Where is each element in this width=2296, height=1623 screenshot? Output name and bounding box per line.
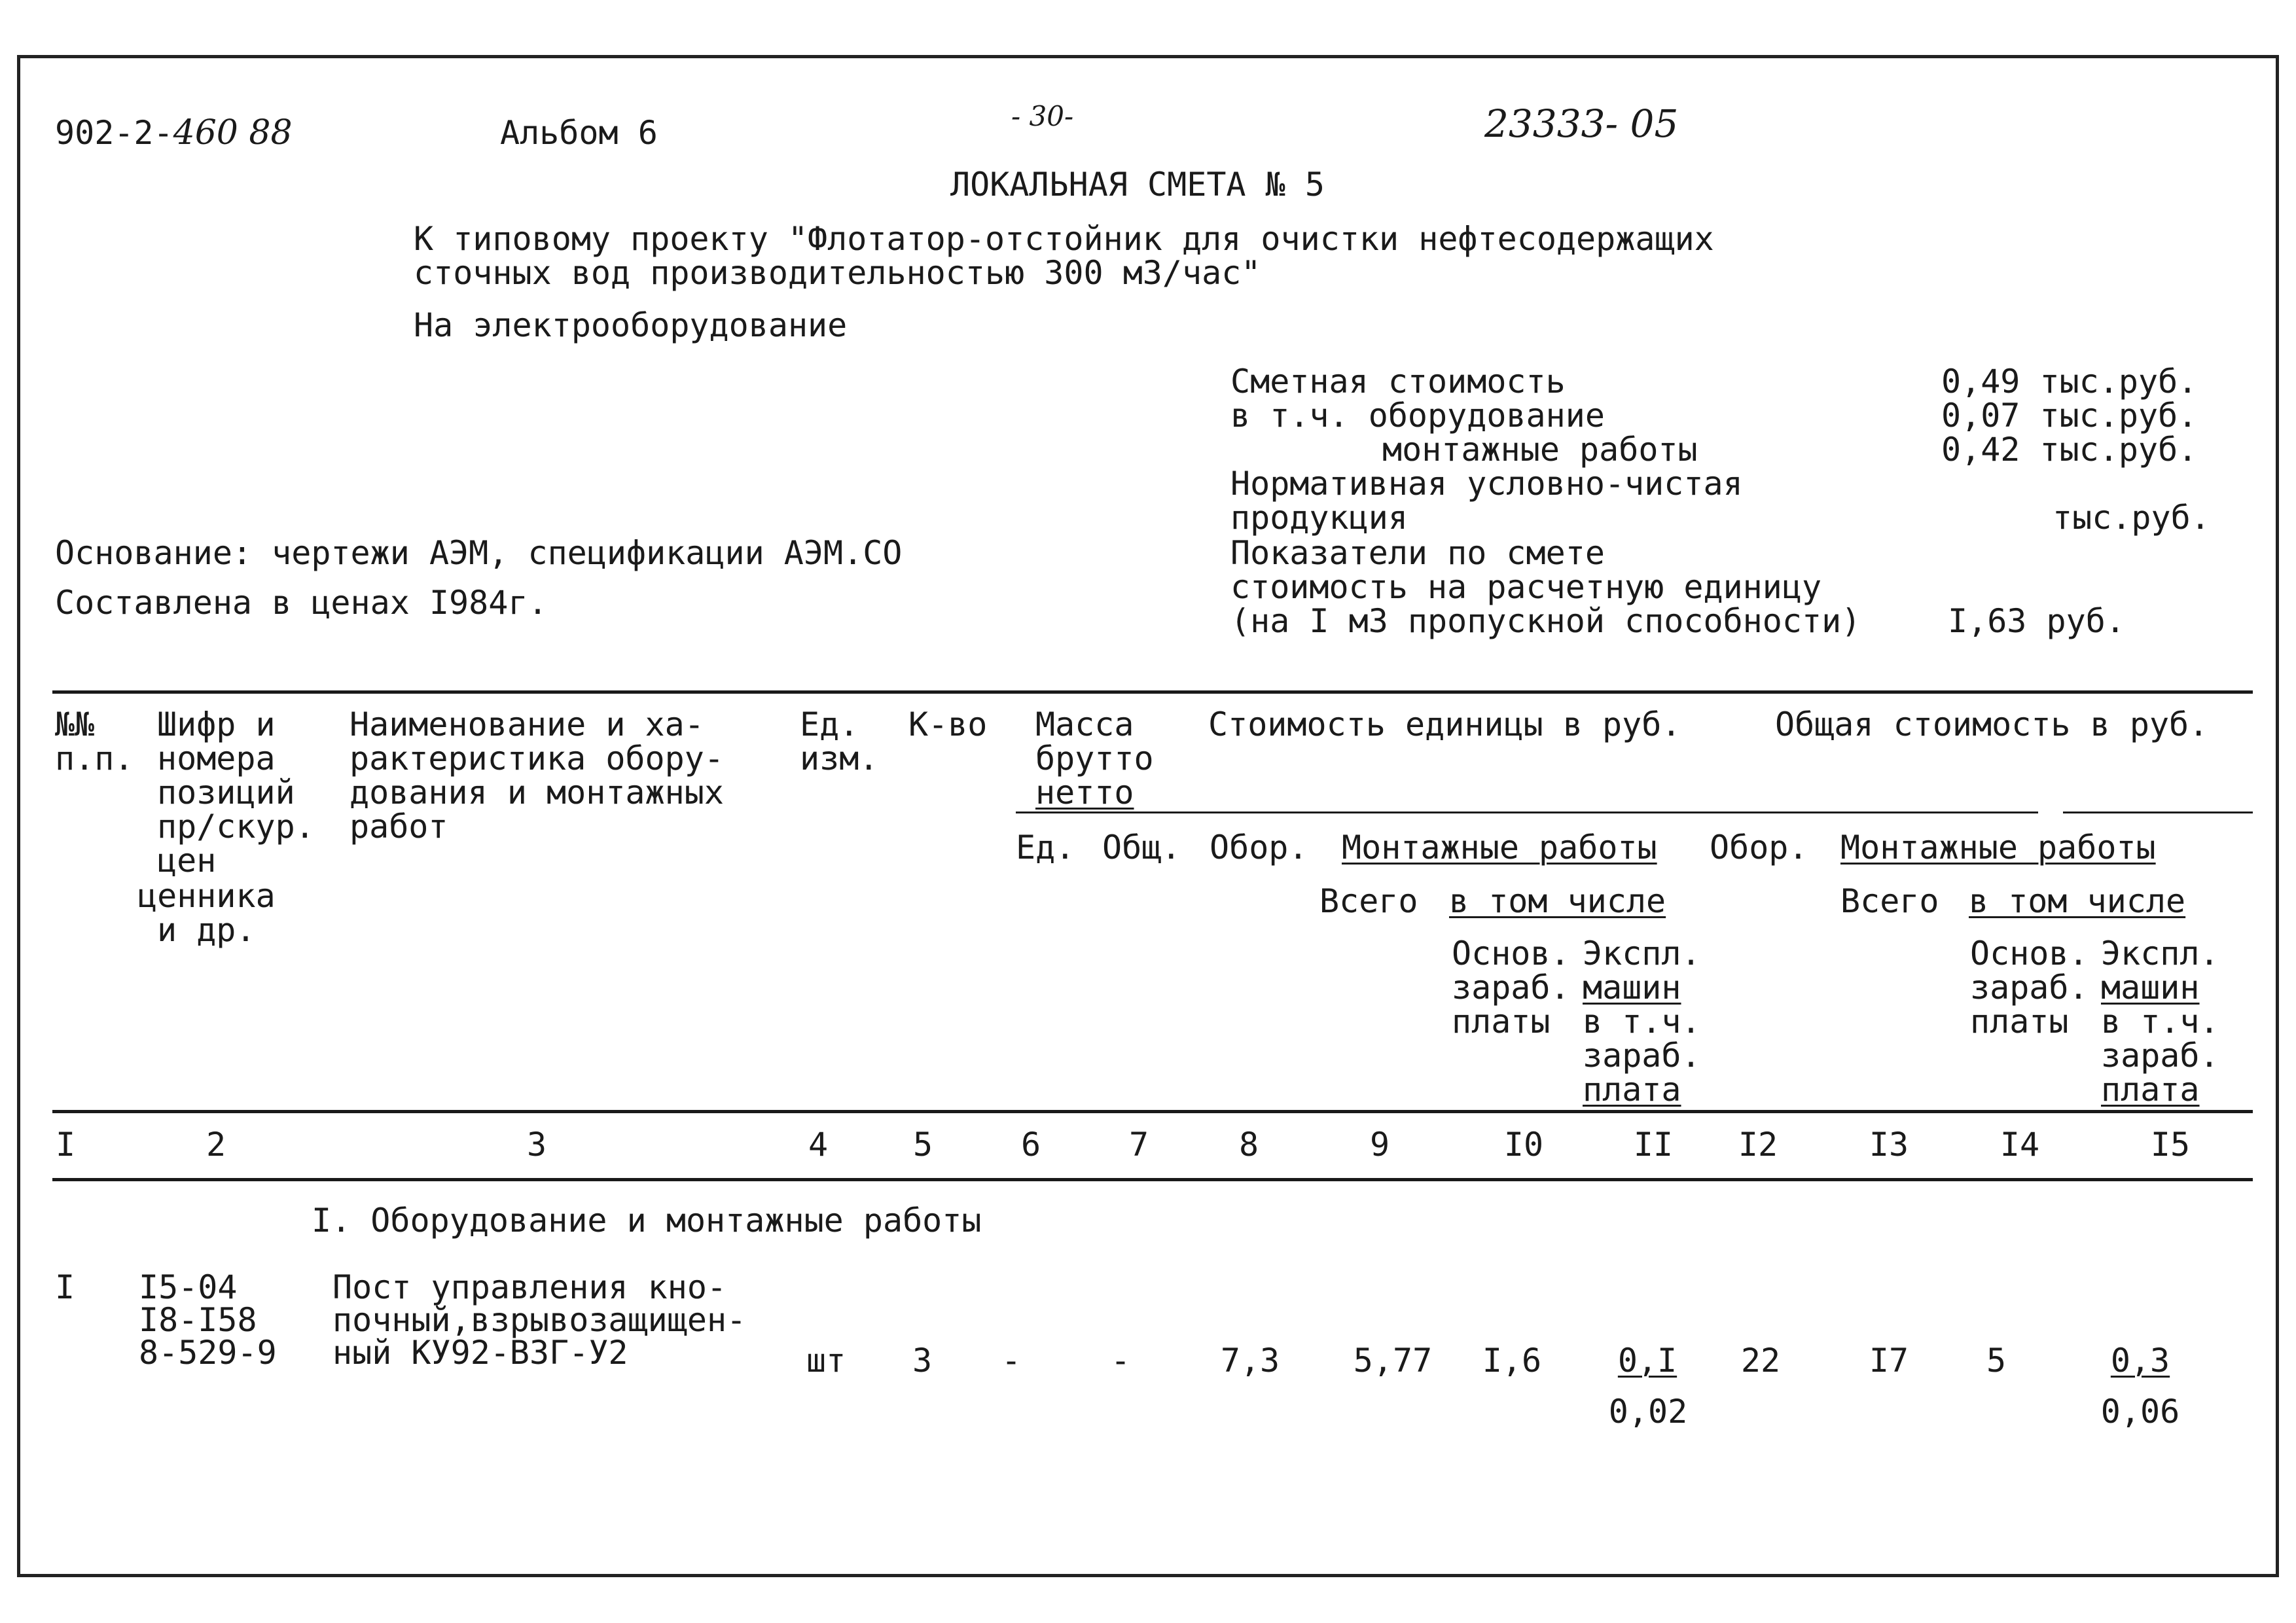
row-quantity: 3	[912, 1342, 933, 1380]
table-top-rule	[52, 690, 2253, 694]
header-bottom-rule	[52, 1110, 2253, 1113]
cost-value: 0,49 тыс.руб.	[1941, 363, 2198, 401]
cost-label: Сметная стоимость	[1230, 363, 1566, 401]
equip-value: 0,07 тыс.руб.	[1941, 397, 2198, 435]
indicators-label-3: (на I м3 пропускной способности)	[1230, 602, 1861, 640]
column-number: I0	[1503, 1126, 1544, 1164]
column-number: I	[55, 1126, 76, 1164]
document-title: ЛОКАЛЬНАЯ СМЕТА № 5	[950, 166, 1325, 204]
column-number: I5	[2150, 1126, 2191, 1164]
row-name: Пост управления кно-	[332, 1268, 727, 1306]
row-unit: шт	[806, 1342, 846, 1380]
row-install-total: I7	[1869, 1342, 1909, 1380]
row-machines: 0,I	[1617, 1342, 1677, 1380]
indicators-value: I,63 руб.	[1948, 602, 2125, 640]
unit-cost-rule	[1016, 812, 2038, 813]
column-number: II	[1633, 1126, 1674, 1164]
equip-label: в т.ч. оборудование	[1230, 397, 1605, 435]
install-label: монтажные работы	[1382, 431, 1698, 469]
project-line-1: К типовому проекту "Флотатор-отстойник для очистки нефтесодержащих	[414, 220, 1714, 258]
row-equip-unit: 7,3	[1220, 1342, 1280, 1380]
prices-line: Составлена в ценах I984г.	[55, 584, 548, 622]
column-number: 8	[1238, 1126, 1259, 1164]
numbers-bottom-rule	[52, 1178, 2253, 1181]
row-base-wage-total: 5	[1986, 1342, 2007, 1380]
total-cost-rule	[2063, 812, 2253, 813]
column-number: 9	[1369, 1126, 1390, 1164]
unit-cost-header: Стоимость единицы в руб.	[1208, 705, 1681, 743]
row-equip-total: 22	[1740, 1342, 1781, 1380]
row-machines-wage-total: 0,06	[2100, 1393, 2180, 1431]
section-title: I. Оборудование и монтажные работы	[312, 1202, 982, 1240]
page-number: - 30-	[1011, 100, 1074, 132]
estimate-subject: На электрооборудование	[414, 306, 848, 344]
total-cost-header: Общая стоимость в руб.	[1775, 705, 2209, 743]
doc-code: 902-2-460 88	[55, 113, 293, 152]
norm-label-2: продукция	[1230, 499, 1408, 537]
norm-value: тыс.руб.	[2053, 499, 2210, 537]
column-number: I4	[2000, 1126, 2040, 1164]
norm-label-1: Нормативная условно-чистая	[1230, 465, 1743, 503]
row-base-wage: I,6	[1482, 1342, 1542, 1380]
row-number: I	[55, 1268, 75, 1306]
indicators-label-1: Показатели по смете	[1230, 534, 1605, 572]
col-5-header: К-во	[908, 705, 988, 743]
column-number: 7	[1128, 1126, 1149, 1164]
row-code: 8-529-9	[139, 1334, 277, 1372]
row-name: ный КУ92-ВЗГ-У2	[332, 1334, 628, 1372]
project-line-2: сточных вод производительностью 300 м3/час"	[414, 254, 1261, 292]
column-number: 3	[526, 1126, 547, 1164]
indicators-label-2: стоимость на расчетную единицу	[1230, 568, 1822, 606]
row-code: I5-04	[139, 1268, 238, 1306]
album-label: Альбом 6	[500, 114, 658, 152]
row-code: I8-I58	[139, 1301, 257, 1339]
row-mass-unit: -	[1001, 1342, 1022, 1380]
row-name: почный,взрывозащищен-	[332, 1301, 747, 1339]
row-machines-wage: 0,02	[1608, 1393, 1688, 1431]
column-number: I3	[1869, 1126, 1909, 1164]
column-number: 6	[1020, 1126, 1041, 1164]
row-mass-total: -	[1110, 1342, 1131, 1380]
column-number: I2	[1738, 1126, 1778, 1164]
column-number: 4	[808, 1126, 829, 1164]
column-number: 2	[206, 1126, 226, 1164]
column-number: 5	[912, 1126, 933, 1164]
inventory-number: 23333- 05	[1484, 101, 1679, 146]
install-value: 0,42 тыс.руб.	[1941, 431, 2198, 469]
row-machines-total: 0,3	[2110, 1342, 2170, 1380]
row-install-all: 5,77	[1353, 1342, 1433, 1380]
basis-line: Основание: чертежи АЭМ, спецификации АЭМ.СО	[55, 534, 903, 572]
